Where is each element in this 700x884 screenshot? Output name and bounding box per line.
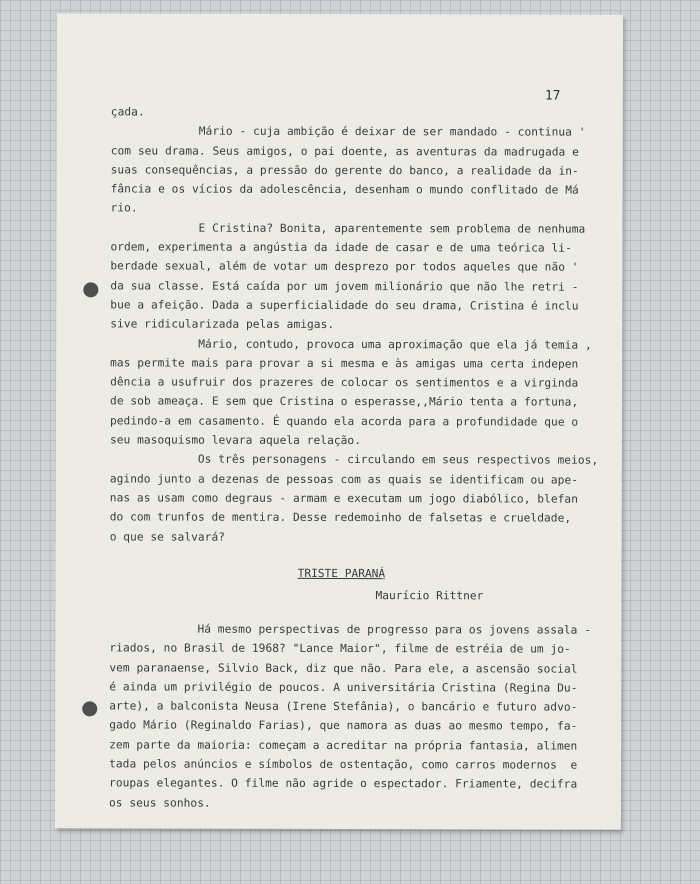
text-line: Os três personagens - circulando em seus respectivos meios, [197,452,599,468]
text-line: fância e os vícios da adolescência, desenham o mundo conflitado de Má [110,182,579,197]
text-line: com seu drama. Seus amigos, o pai doente, as aventuras da madrugada e [110,143,579,159]
text-line: o que se salvará? [109,529,226,544]
text-line: riados, no Brasil de 1968? "Lance Maior", filme de estréia de um jo- [109,641,571,656]
text-line: çada. [110,105,145,119]
text-line: roupas elegantes. O filme não agride o espectador. Friamente, decifra [109,776,578,791]
section-body [110,102,631,547]
text-line: os seus sonhos. [108,796,211,810]
text-line: pedindo-a em casamento. É quando ela acorda para a profundidade que o [109,414,579,429]
text-line: ordem, experimenta a angústia da idade de casar e de uma teórica li- [110,240,572,255]
text-line: berdade sexual, além de votar um desprezo por todos aqueles que não ' [110,259,579,275]
text-line: dência a usufruir dos prazeres de colocar os sentimentos e a virginda [110,375,579,390]
text-line: Há mesmo perspectivas de progresso para os jovens assala - [197,622,592,637]
section-body [109,619,630,813]
text-line: arte), a balconista Neusa (Irene Stefânia), o bancário e futuro advo- [109,699,578,714]
text-line: Mário, contudo, provoca uma aproximação que ela já temia , [198,337,592,352]
text-line: do com trunfos de mentira. Desse redemoinho de falsetas e crueldade, [109,510,572,525]
text-line: sive ridicularizada pelas amigas. [110,317,335,332]
text-line: E Cristina? Bonita, aparentemente sem problema de nenhuma [198,221,586,236]
punch-hole [82,701,97,716]
text-line: suas consequências, a pressão do gerente do banco, a realidade da in- [110,163,579,178]
text-line: seu masoquismo levara aquela relação. [109,433,362,448]
text-line: vem paranaense, Silvio Back, diz que não. Para ele, a ascensão social [109,660,578,676]
text-line: nas as usam como degraus - armam e executam um jogo diabólico, blefan [109,491,579,506]
text-line: de sob ameaça. E sem que Cristina o esperasse,,Mário tenta a fortuna, [110,394,579,410]
text-line: Mário - cuja ambição é deixar de ser mandado - continua ' [198,124,586,139]
author-name: Maurício Rittner [375,589,484,603]
text-line: rio. [110,201,138,215]
section-title: TRISTE PARANÁ [297,566,386,581]
text-line: mas permite mais para provar a si mesma e às amigas uma certa indepen [110,356,579,371]
text-line: agindo junto a dezenas de pessoas com as quais se identificam ou ape- [109,472,579,487]
text-line: da sua classe. Está caída por um jovem milionário que não lhe retri - [110,279,579,294]
page-number: 17 [544,88,561,104]
text-line: bue a afeição. Dada a superficialidade do seu drama, Cristina é inclu [110,298,579,313]
text-line: zem parte da maioria: começam a acreditar na própria fantasia, alimen [109,738,578,753]
punch-hole [83,282,98,297]
document-page [55,13,623,829]
text-line: é ainda um privilégio de poucos. A universitária Cristina (Regina Du- [109,680,578,695]
text-line: gado Mário (Reginaldo Farias), que namora as duas ao mesmo tempo, fa- [109,718,578,734]
text-line: tada pelos anúncios e símbolos de ostentação, como carros modernos e [109,757,578,772]
